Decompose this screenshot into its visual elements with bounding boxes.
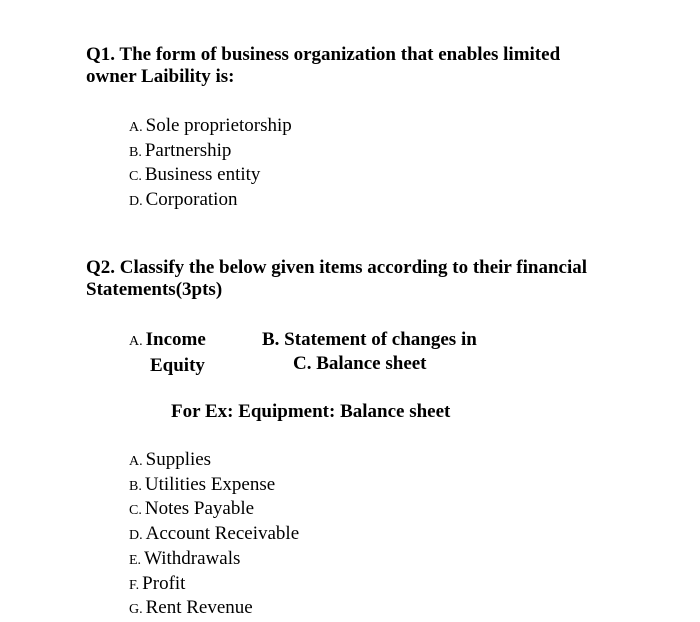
- item-g: [129, 597, 299, 622]
- question-1-line-2: owner Laibility is:: [86, 66, 235, 87]
- item-text: Withdrawals: [144, 547, 241, 569]
- question-1-line-1: Q1. The form of business organization that enables limited: [86, 44, 561, 65]
- item-letter: E.: [129, 552, 142, 568]
- item-text: Rent Revenue: [145, 597, 253, 619]
- question-1-title: [86, 44, 560, 88]
- question-2-title: [86, 257, 587, 301]
- category-b-text: B. Statement of changes in: [262, 329, 477, 350]
- option-letter: C.: [129, 169, 142, 185]
- option-text: Partnership: [144, 139, 232, 161]
- item-text: Supplies: [145, 449, 212, 470]
- category-b-c: [262, 328, 477, 376]
- item-c: [129, 498, 299, 523]
- example-text: For Ex: Equipment: Balance sheet: [171, 401, 451, 422]
- item-letter: D.: [129, 528, 143, 544]
- option-letter: A.: [129, 120, 143, 135]
- category-a-letter: A.: [129, 334, 143, 349]
- option-b: [129, 140, 292, 165]
- question-1-options: [129, 115, 292, 214]
- category-a-continuation: Equity: [150, 355, 205, 376]
- category-a: [129, 328, 206, 378]
- item-f: [129, 573, 299, 598]
- item-letter: G.: [129, 602, 143, 618]
- option-d: [129, 189, 292, 214]
- item-e: [129, 548, 299, 573]
- option-text: Business entity: [144, 164, 261, 186]
- item-letter: C.: [129, 503, 142, 519]
- item-a: [129, 449, 299, 474]
- item-b: [129, 474, 299, 499]
- option-text: Sole proprietorship: [145, 115, 292, 136]
- item-text: Notes Payable: [144, 498, 255, 520]
- item-letter: A.: [129, 454, 143, 469]
- category-c-text: C. Balance sheet: [293, 353, 427, 374]
- item-text: Profit: [142, 572, 186, 594]
- option-letter: D.: [129, 194, 143, 210]
- item-letter: F.: [129, 577, 140, 593]
- option-a: [129, 115, 292, 140]
- item-text: Utilities Expense: [144, 473, 276, 495]
- question-2-line-2: Statements(3pts): [86, 279, 223, 300]
- option-text: Corporation: [145, 189, 238, 211]
- question-2-line-1: Q2. Classify the below given items according to their financial: [86, 257, 588, 278]
- item-text: Account Receivable: [145, 523, 300, 545]
- item-d: [129, 523, 299, 548]
- question-2-items: [129, 449, 299, 622]
- option-c: [129, 164, 292, 189]
- option-letter: B.: [129, 144, 142, 160]
- category-a-text: Income: [145, 329, 206, 350]
- item-letter: B.: [129, 478, 142, 494]
